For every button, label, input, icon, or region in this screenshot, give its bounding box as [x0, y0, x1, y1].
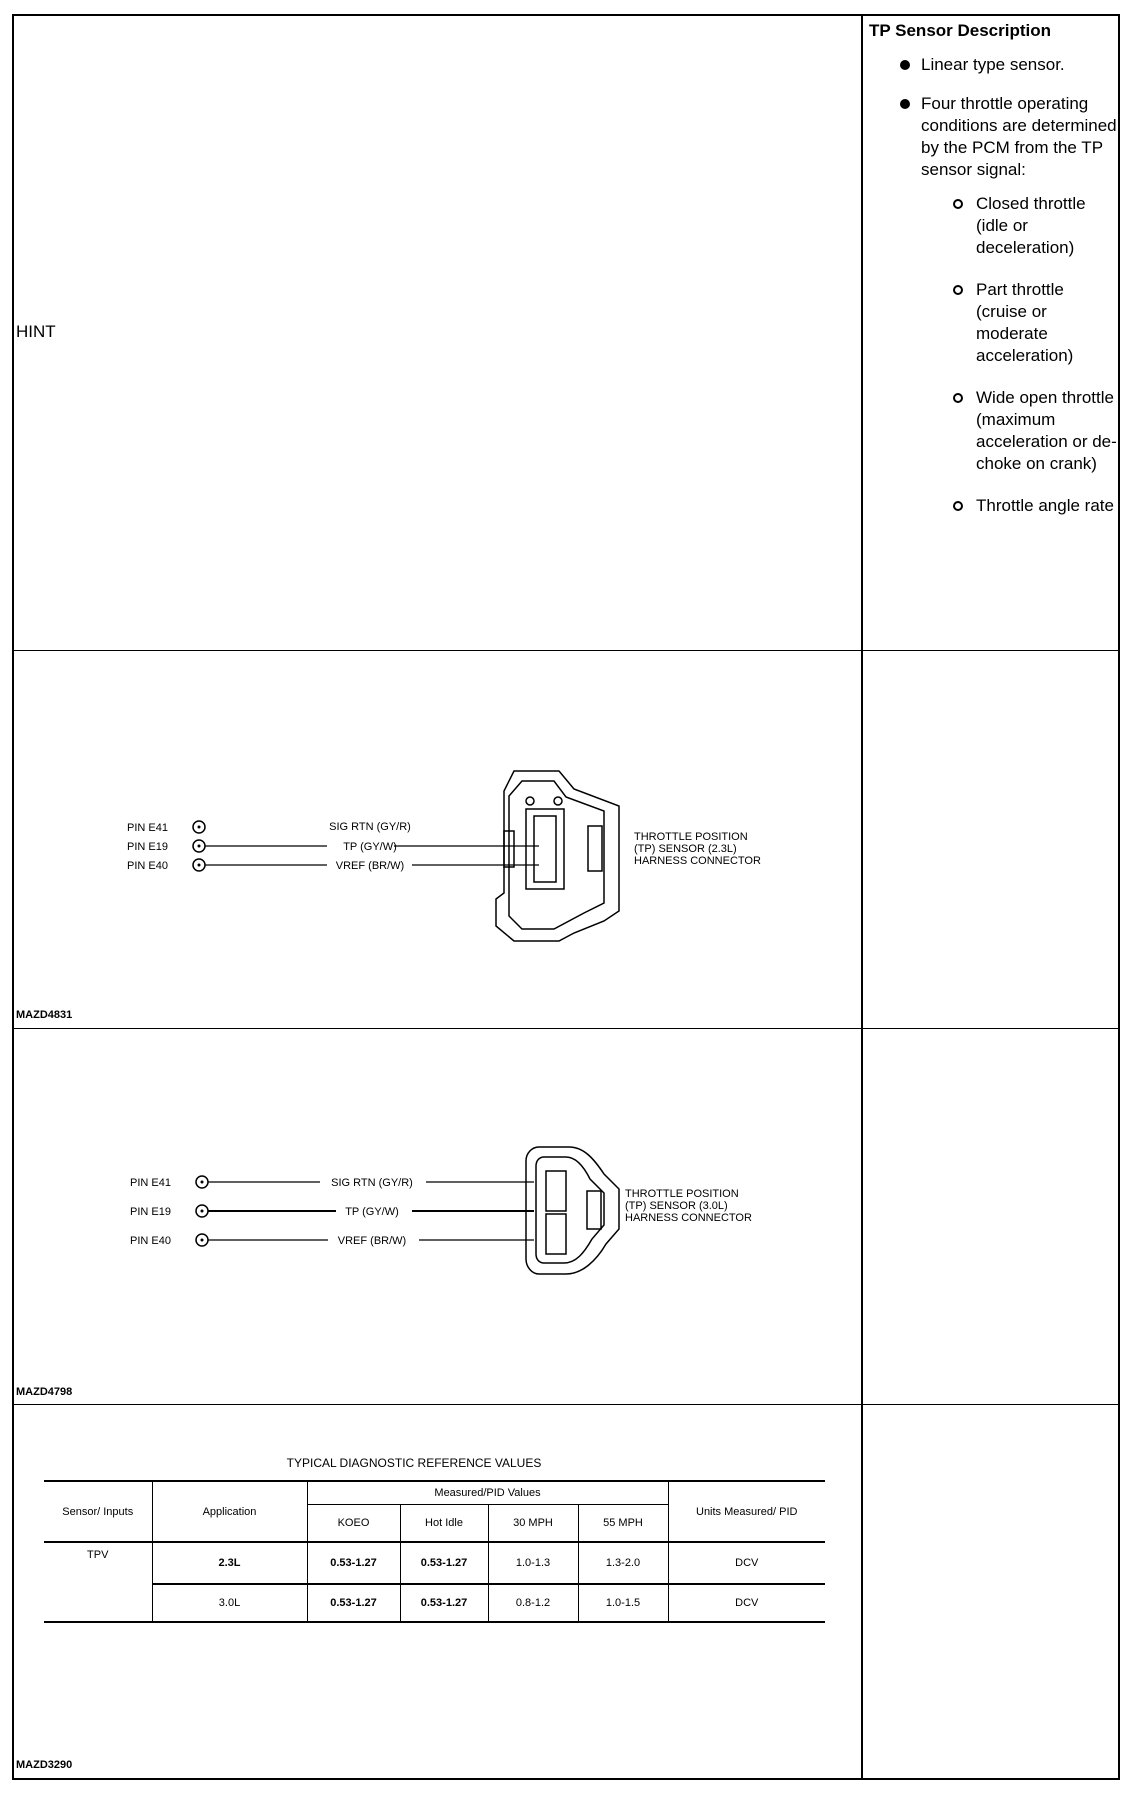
application-cell: 2.3L [152, 1542, 307, 1584]
wire-label: TP (GY/W) [345, 1206, 399, 1218]
koeo-cell: 0.53-1.27 [307, 1542, 400, 1584]
circle-bullet-icon [953, 501, 963, 511]
units-cell: DCV [668, 1584, 825, 1622]
condition-item: Wide open throttle (maximum acceleration or de-choke on crank) [921, 387, 1119, 475]
units-cell: DCV [668, 1542, 825, 1584]
circle-bullet-icon [953, 199, 963, 209]
pin-label: PIN E40 [127, 860, 168, 872]
pin-label: PIN E41 [130, 1177, 171, 1189]
document-frame [12, 14, 1120, 1780]
bullet-icon [900, 99, 910, 109]
connector-3-0l-icon [526, 1147, 619, 1274]
header-koeo: KOEO [307, 1504, 400, 1542]
hint-label: HINT [16, 322, 56, 341]
figure-3-0l-cell [14, 1029, 861, 1404]
reference-values-table [44, 1480, 825, 1623]
30mph-cell: 1.0-1.3 [488, 1542, 578, 1584]
conditions-list [921, 193, 1119, 517]
table-row [44, 1542, 825, 1584]
connector-caption: HARNESS CONNECTOR [634, 855, 761, 867]
figure-2-3l-cell [14, 651, 861, 1028]
circle-bullet-icon [953, 393, 963, 403]
connector-caption: (TP) SENSOR (3.0L) [625, 1200, 728, 1212]
figure-id: MAZD4831 [16, 1009, 73, 1021]
description-list [869, 54, 1119, 537]
description-cell [863, 16, 1118, 650]
application-cell: 3.0L [152, 1584, 307, 1622]
wire-label: SIG RTN (GY/R) [331, 1177, 413, 1189]
pin-label: PIN E40 [130, 1235, 171, 1247]
hot-idle-cell: 0.53-1.27 [400, 1584, 488, 1622]
figure-reference-values-cell [14, 1405, 861, 1780]
bullet-icon [900, 60, 910, 70]
wire-label: VREF (BR/W) [337, 1235, 407, 1247]
pin-label: PIN E19 [130, 1206, 171, 1218]
header-sensor: Sensor/ Inputs [44, 1481, 152, 1542]
description-title: TP Sensor Description [869, 21, 1052, 40]
connector-2-3l-icon [496, 771, 619, 941]
reference-table-title: TYPICAL DIAGNOSTIC REFERENCE VALUES [286, 1456, 542, 1470]
sensor-cell: TPV [44, 1542, 152, 1622]
table-row [44, 1584, 825, 1622]
tp-connector-2-3l-diagram [14, 651, 861, 1028]
hot-idle-cell: 0.53-1.27 [400, 1542, 488, 1584]
connector-caption: THROTTLE POSITION [625, 1188, 739, 1200]
circle-bullet-icon [953, 285, 963, 295]
connector-caption: HARNESS CONNECTOR [625, 1212, 752, 1224]
condition-item: Part throttle (cruise or moderate acceleration) [921, 279, 1119, 367]
wire-label: SIG RTN (GY/R) [329, 821, 411, 833]
header-55mph: 55 MPH [578, 1504, 668, 1542]
55mph-cell: 1.0-1.5 [578, 1584, 668, 1622]
pin-label: PIN E41 [127, 822, 168, 834]
connector-caption: (TP) SENSOR (2.3L) [634, 843, 737, 855]
header-30mph: 30 MPH [488, 1504, 578, 1542]
55mph-cell: 1.3-2.0 [578, 1542, 668, 1584]
pin-label: PIN E19 [127, 841, 168, 853]
figure-id: MAZD4798 [16, 1386, 73, 1398]
tp-connector-3-0l-diagram [14, 1029, 861, 1404]
30mph-cell: 0.8-1.2 [488, 1584, 578, 1622]
wire-label: TP (GY/W) [343, 841, 397, 853]
header-measured-values: Measured/PID Values [307, 1481, 668, 1504]
header-units: Units Measured/ PID [668, 1481, 825, 1542]
hint-cell [14, 16, 861, 650]
condition-item: Throttle angle rate [921, 495, 1119, 517]
header-hot-idle: Hot Idle [400, 1504, 488, 1542]
koeo-cell: 0.53-1.27 [307, 1584, 400, 1622]
bullet-item: Linear type sensor. [869, 54, 1119, 76]
bullet-item: Four throttle operating conditions are determined by the PCM from the TP sensor signal: Closed throttle (idle or deceleration) Part throttle (cruise or moderate acceleration) Wide open throttle (maximum acceleration or de-choke on crank) Throttle angle rate [869, 93, 1119, 517]
wire-label: VREF (BR/W) [335, 860, 405, 872]
figure-id: MAZD3290 [16, 1759, 73, 1771]
condition-item: Closed throttle (idle or deceleration) [921, 193, 1119, 259]
header-application: Application [152, 1481, 307, 1542]
connector-caption: THROTTLE POSITION [634, 831, 748, 843]
